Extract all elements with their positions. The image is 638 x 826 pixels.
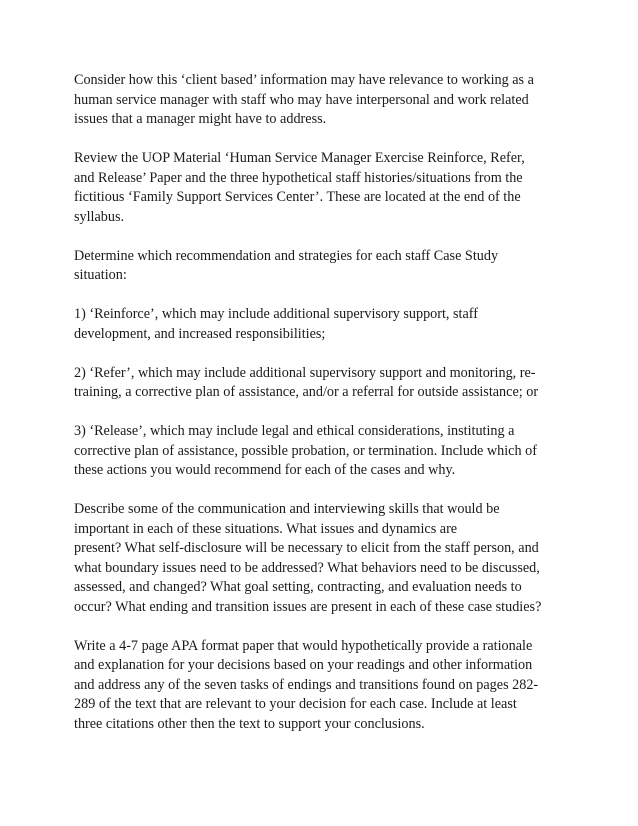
paragraph-client-based: [74, 71, 574, 130]
text-line: Describe some of the communication and interviewing skills that would be: [74, 501, 500, 517]
text-line: syllabus.: [74, 208, 125, 225]
text-line: Consider how this ‘client based’ information may have relevance to working as a: [74, 72, 534, 88]
text-line: 1) ‘Reinforce’, which may include additional supervisory support, staff: [74, 306, 478, 322]
text-line: present? What self-disclosure will be necessary to elicit from the staff person, and: [74, 540, 539, 556]
text-line: fictitious ‘Family Support Services Center’. These are located at the end of the: [74, 189, 521, 205]
text-line: 3) ‘Release’, which may include legal and ethical considerations, instituting a: [74, 423, 515, 439]
document-page: [74, 71, 574, 754]
text-line: 289 of the text that are relevant to your decision for each case. Include at least: [74, 696, 517, 712]
text-line: human service manager with staff who may have interpersonal and work related: [74, 91, 529, 108]
text-line: these actions you would recommend for each of the cases and why.: [74, 462, 456, 478]
text-line: and explanation for your decisions based on your readings and other information: [74, 657, 533, 673]
paragraph-review-material: [74, 149, 574, 227]
text-line: 2) ‘Refer’, which may include additional supervisory support and monitoring, re-: [74, 364, 536, 381]
text-line: situation:: [74, 267, 127, 283]
text-line: Write a 4-7 page APA format paper that would hypothetically provide a rationale: [74, 637, 533, 654]
text-line: and address any of the seven tasks of endings and transitions found on pages 282-: [74, 676, 539, 693]
text-line: three citations other then the text to support your conclusions.: [74, 715, 425, 732]
paragraph-release: [74, 422, 574, 481]
text-line: assessed, and changed? What goal setting, contracting, and evaluation needs to: [74, 579, 522, 595]
text-line: Determine which recommendation and strategies for each staff Case Study: [74, 247, 499, 264]
paragraph-describe-skills: [74, 500, 574, 617]
text-line: Review the UOP Material ‘Human Service Manager Exercise Reinforce, Refer,: [74, 150, 525, 166]
paragraph-reinforce: [74, 305, 574, 344]
text-line: issues that a manager might have to address.: [74, 111, 327, 127]
paragraph-write-paper: [74, 637, 574, 735]
text-line: important in each of these situations. What issues and dynamics are: [74, 520, 458, 537]
text-line: training, a corrective plan of assistance, and/or a referral for outside assistance; or: [74, 384, 539, 400]
text-line: development, and increased responsibilities;: [74, 325, 326, 342]
text-line: corrective plan of assistance, possible probation, or termination. Include which of: [74, 442, 537, 459]
text-line: occur? What ending and transition issues are present in each of these case studies?: [74, 598, 542, 615]
text-line: what boundary issues need to be addressed? What behaviors need to be discussed,: [74, 559, 540, 576]
text-line: and Release’ Paper and the three hypothetical staff histories/situations from the: [74, 169, 523, 186]
paragraph-determine: [74, 247, 574, 286]
paragraph-refer: [74, 364, 574, 403]
